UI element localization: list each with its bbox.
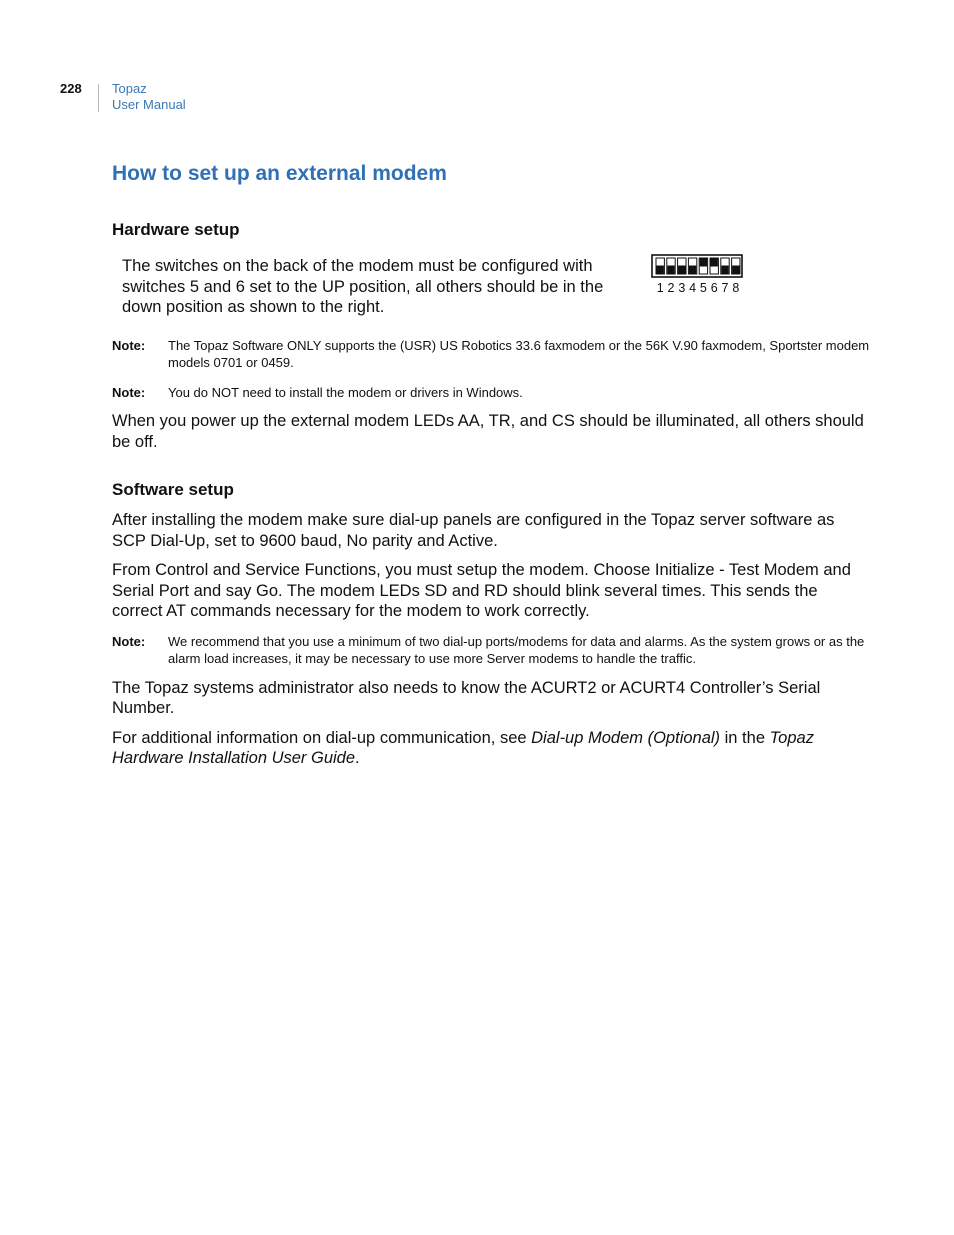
dialup-modem-reference: Dial-up Modem (Optional) [531, 728, 721, 747]
header-divider [98, 84, 99, 112]
note-no-drivers [112, 384, 872, 401]
dip-switch-down [667, 266, 674, 274]
dip-switch-up [711, 259, 718, 267]
dip-switch-down [678, 266, 685, 274]
dip-switch-diagram [651, 254, 745, 298]
dip-switch-label: 7 [721, 281, 729, 295]
page-number: 228 [60, 81, 82, 96]
note-text: The Topaz Software ONLY supports the (USR) US Robotics 33.6 faxmodem or the 56K V.90 faxmodem, Sportster modem models 0701 or 0459. [168, 338, 870, 370]
note-label: Note: [112, 385, 146, 400]
dip-switch-label: 2 [667, 281, 675, 295]
serial-number-paragraph: The Topaz systems administrator also needs to know the ACURT2 or ACURT4 Controller’s Serial Number. [112, 678, 821, 717]
additional-info-mid: in the [720, 728, 770, 747]
dip-switch-down [657, 266, 664, 274]
dip-switch-label: 3 [678, 281, 686, 295]
dip-switch-label: 8 [732, 281, 740, 295]
hardware-setup-heading: Hardware setup [112, 220, 240, 239]
dip-switch-down [721, 266, 728, 274]
additional-info-suffix: . [355, 749, 360, 767]
note-text: We recommend that you use a minimum of two dial-up ports/modems for data and alarms. As the system grows or as the alarm load increases, it may be necessary to use more Server modems to handle the traffic. [168, 633, 865, 666]
initialize-modem-paragraph: From Control and Service Functions, you must setup the modem. Choose Initialize - Test Modem and Serial Port and say Go. The modem LEDs SD and RD should blink several times. This sends the correct AT commands necessary for the modem to work correctly. [112, 561, 851, 620]
page-header [0, 80, 954, 114]
header-manual: User Manual [112, 97, 186, 112]
hardware-guide-reference: Topaz Hardware Installation User Guide [112, 728, 814, 767]
dip-switch-up [700, 259, 707, 267]
page-title: How to set up an external modem [112, 162, 447, 185]
dip-switch-down [689, 266, 696, 274]
main-content [112, 160, 872, 769]
note-label: Note: [112, 338, 146, 353]
software-setup-heading: Software setup [112, 480, 234, 499]
dip-switch-label: 4 [689, 281, 697, 295]
header-product: Topaz [112, 81, 147, 96]
hardware-setup-block [112, 256, 872, 326]
leds-paragraph: When you power up the external modem LEDs AA, TR, and CS should be illuminated, all others should be off. [112, 412, 864, 451]
dip-switch-label: 6 [710, 281, 718, 295]
note-supported-modems [112, 337, 872, 371]
dip-switch-label: 1 [656, 281, 664, 295]
dip-switch-down [732, 266, 739, 274]
switch-instructions: The switches on the back of the modem must be configured with switches 5 and 6 set to the UP position, all others should be in the down position as shown to the right. [122, 257, 604, 316]
dialup-panels-paragraph: After installing the modem make sure dial-up panels are configured in the Topaz server software as SCP Dial-Up, set to 9600 baud, No parity and Active. [112, 511, 835, 550]
additional-info-paragraph [112, 728, 872, 769]
note-multiple-modems [112, 633, 872, 667]
additional-info-prefix: For additional information on dial-up communication, see [112, 728, 532, 747]
note-label: Note: [112, 633, 146, 649]
dip-switch-label: 5 [699, 281, 707, 295]
note-text: You do NOT need to install the modem or drivers in Windows. [168, 385, 523, 400]
running-header [112, 81, 186, 113]
